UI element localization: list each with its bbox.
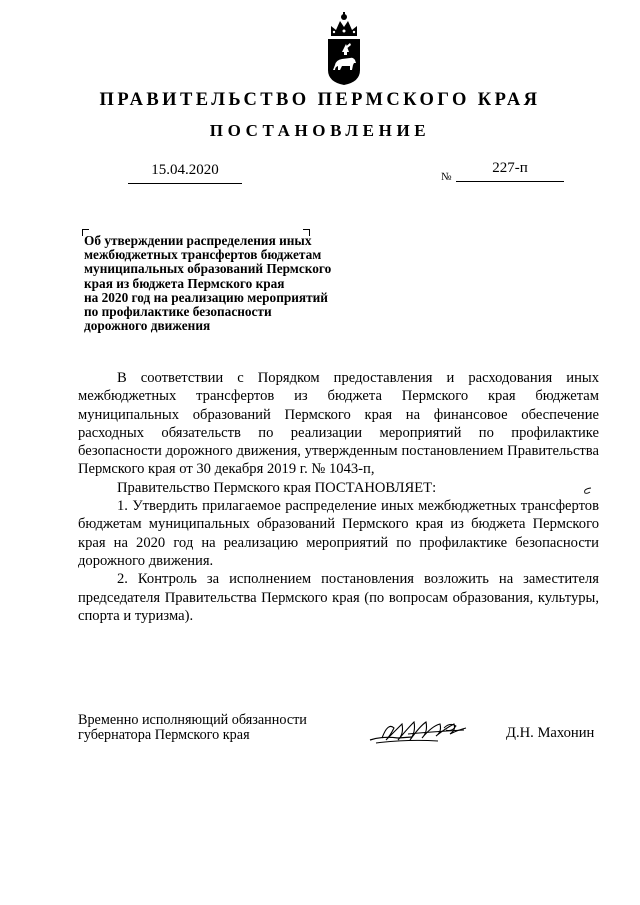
number-underline <box>456 181 564 182</box>
subject-line: на 2020 год на реализацию мероприятий <box>84 289 328 305</box>
document-type: ПОСТАНОВЛЕНИЕ <box>209 121 431 140</box>
document-date: 15.04.2020 <box>151 162 219 178</box>
subject-line: края из бюджета Пермского края <box>84 275 285 291</box>
subject-line: межбюджетных трансфертов бюджетам <box>84 247 322 263</box>
pen-mark-icon <box>580 486 594 496</box>
preamble-paragraph: В соответствии с Порядком предоставления и расходования иных межбюджетных трансфертов из бюджета Пермского края бюджетам муниципальных образований Пермского края на финансовое обеспечение расходных обязательств по реализации мероприятий по профилактике безопасности дорожного движения, утвержденным постановлением Правительства Пермского края от 30 декабря 2019 г. № 1043-п, <box>78 370 599 478</box>
subject-line: по профилактике безопасности <box>84 304 272 320</box>
date-underline <box>128 183 242 184</box>
signatory-position <box>78 713 307 742</box>
document-subject <box>84 234 394 333</box>
document-body <box>78 369 599 625</box>
subject-line: муниципальных образований Пермского <box>84 261 332 277</box>
signatory-name: Д.Н. Махонин <box>506 725 595 741</box>
handwritten-signature-icon <box>368 716 472 748</box>
document-number: 227-п <box>492 160 528 176</box>
coat-of-arms-icon <box>322 12 366 86</box>
resolve-paragraph: Правительство Пермского края ПОСТАНОВЛЯЕТ: <box>117 479 437 496</box>
item-2-paragraph: 2. Контроль за исполнением постановления возложить на заместителя председателя Правительства Пермского края (по вопросам образования, культуры, спорта и туризма). <box>78 571 599 624</box>
number-label: № <box>441 171 452 183</box>
position-line: Временно исполняющий обязанности <box>78 712 307 728</box>
item-1-paragraph: 1. Утвердить прилагаемое распределение иных межбюджетных трансфертов бюджетам муниципальных образований Пермского края из бюджета Пермского края на 2020 год на реализацию мероприятий по профилактике безопасности дорожного движения. <box>78 498 599 569</box>
position-line: губернатора Пермского края <box>78 726 250 743</box>
government-title: ПРАВИТЕЛЬСТВО ПЕРМСКОГО КРАЯ <box>99 90 541 110</box>
subject-line: дорожного движения <box>84 318 211 334</box>
subject-line: Об утверждении распределения иных <box>84 233 312 248</box>
